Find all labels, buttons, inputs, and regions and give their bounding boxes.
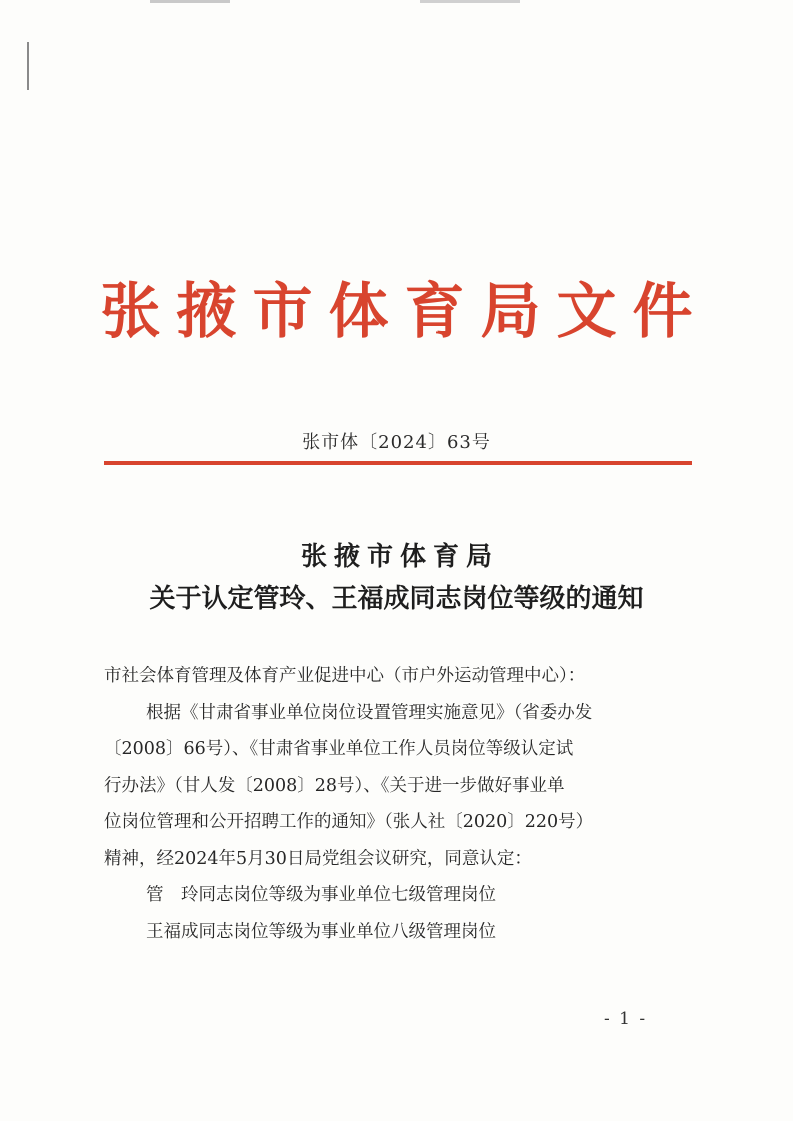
page-number: - 1 - xyxy=(604,1009,648,1029)
paragraph-line: 根据《甘肃省事业单位岗位设置管理实施意见》（省委办发 xyxy=(146,702,593,723)
letterhead-title: 张掖市体育局文件 xyxy=(100,277,709,347)
scan-edge-artifact xyxy=(0,0,793,3)
document-number: 张市体〔2024〕63号 xyxy=(302,432,491,453)
notice-body xyxy=(104,658,692,950)
notice-title-subject: 关于认定管玲、王福成同志岗位等级的通知 xyxy=(149,584,644,614)
notice-title-issuer: 张掖市体育局 xyxy=(300,542,499,572)
addressee: 市社会体育管理及体育产业促进中心（市户外运动管理中心）： xyxy=(104,666,586,686)
decision-line: 管 玲同志岗位等级为事业单位七级管理岗位 xyxy=(146,885,496,905)
binding-margin-mark xyxy=(27,42,29,90)
paragraph-line: 〔2008〕66号）、《甘肃省事业单位工作人员岗位等级认定试 xyxy=(104,739,574,759)
paragraph-line: 位岗位管理和公开招聘工作的通知》（张人社〔2020〕220号） xyxy=(104,812,594,832)
decision-line: 王福成同志岗位等级为事业单位八级管理岗位 xyxy=(146,921,496,942)
paragraph-line: 行办法》（甘人发〔2008〕28号）、《关于进一步做好事业单 xyxy=(104,775,565,796)
letterhead-red-divider xyxy=(104,461,692,465)
paragraph-line: 精神，经2024年5月30日局党组会议研究，同意认定： xyxy=(104,848,532,869)
